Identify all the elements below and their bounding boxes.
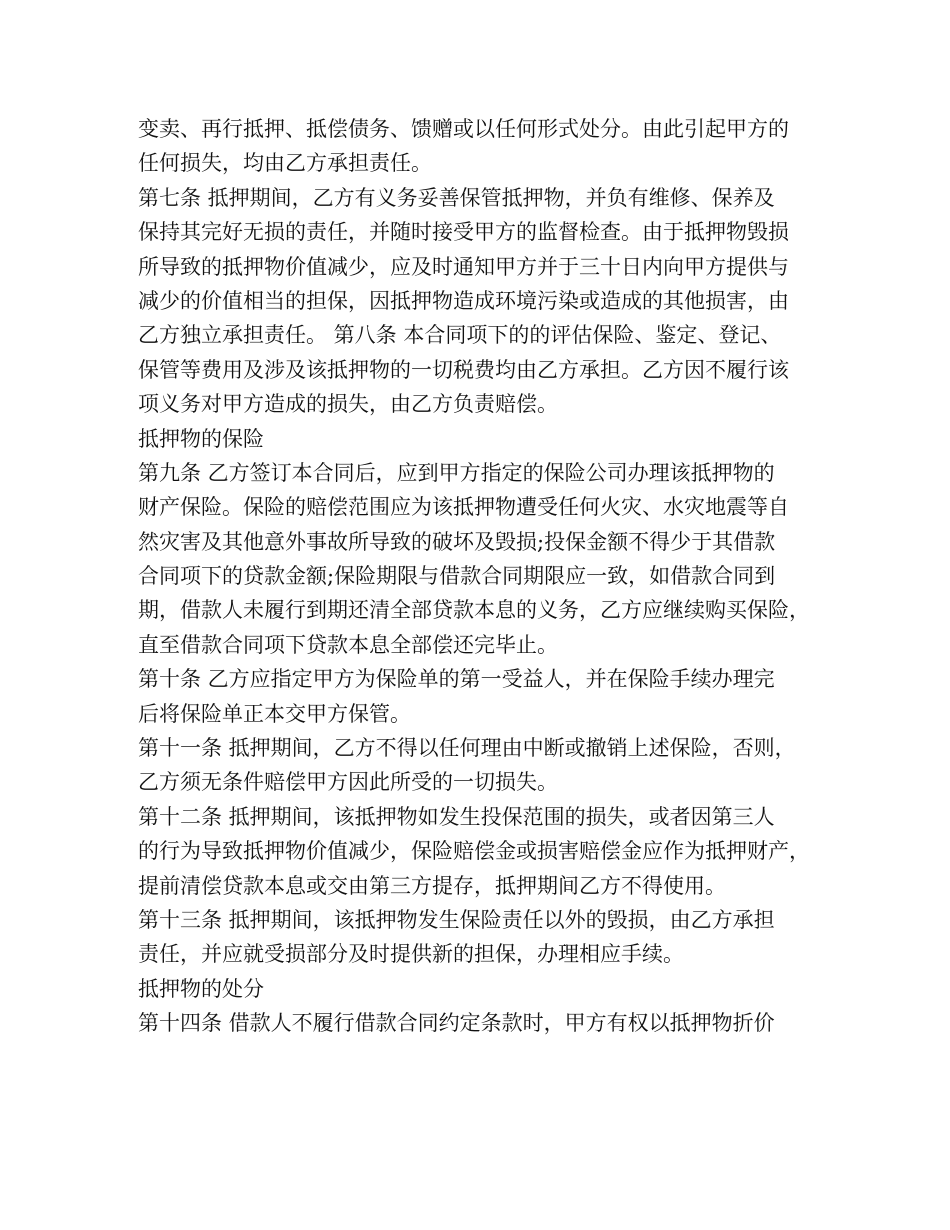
text-line: 变卖、再行抵押、抵偿债务、馈赠或以任何形式处分。由此引起甲方的 bbox=[138, 117, 789, 141]
text-line: 减少的价值相当的担保，因抵押物造成环境污染或造成的其他损害，由 bbox=[138, 288, 789, 313]
text-line: 项义务对甲方造成的损失，由乙方负责赔偿。 bbox=[138, 392, 558, 417]
text-line: 任何损失，均由乙方承担责任。 bbox=[138, 151, 432, 176]
text-line: 合同项下的贷款金额;保险期限与借款合同期限应一致，如借款合同到 bbox=[138, 564, 776, 589]
text-line: 提前清偿贷款本息或交由第三方提存，抵押期间乙方不得使用。 bbox=[138, 873, 726, 898]
text-line: 财产保险。保险的赔偿范围应为该抵押物遭受任何火灾、水灾地震等自 bbox=[138, 495, 789, 520]
text-line: 责任，并应就受损部分及时提供新的担保，办理相应手续。 bbox=[138, 942, 684, 967]
text-line: 保持其完好无损的责任，并随时接受甲方的监督检查。由于抵押物毁损 bbox=[138, 220, 789, 245]
text-line: 第九条 乙方签订本合同后，应到甲方指定的保险公司办理该抵押物的 bbox=[138, 460, 775, 485]
text-line: 第十三条 抵押期间，该抵押物发生保险责任以外的毁损，由乙方承担 bbox=[138, 907, 775, 932]
document-page bbox=[138, 112, 828, 1041]
text-line: 保管等费用及涉及该抵押物的一切税费均由乙方承担。乙方因不履行该 bbox=[138, 357, 789, 382]
text-line: 第十四条 借款人不履行借款合同约定条款时，甲方有权以抵押物折价 bbox=[138, 1011, 775, 1036]
text-line: 第十一条 抵押期间，乙方不得以任何理由中断或撤销上述保险，否则， bbox=[138, 736, 796, 761]
text-line: 第十二条 抵押期间，该抵押物如发生投保范围的损失，或者因第三人 bbox=[138, 804, 775, 829]
text-line: 乙方独立承担责任。 第八条 本合同项下的的评估保险、鉴定、登记、 bbox=[138, 323, 782, 348]
text-line: 期，借款人未履行到期还清全部贷款本息的义务，乙方应继续购买保险， bbox=[138, 598, 810, 623]
text-line: 第十条 乙方应指定甲方为保险单的第一受益人，并在保险手续办理完 bbox=[138, 667, 775, 692]
text-line: 后将保险单正本交甲方保管。 bbox=[138, 701, 411, 726]
text-line: 第七条 抵押期间，乙方有义务妥善保管抵押物，并负有维修、保养及 bbox=[138, 185, 775, 210]
text-line: 然灾害及其他意外事故所导致的破坏及毁损;投保金额不得少于其借款 bbox=[138, 529, 776, 554]
text-line: 直至借款合同项下贷款本息全部偿还完毕止。 bbox=[138, 632, 558, 657]
text-line: 乙方须无条件赔偿甲方因此所受的一切损失。 bbox=[138, 770, 558, 795]
section-heading: 抵押物的处分 bbox=[138, 976, 264, 1001]
text-line: 的行为导致抵押物价值减少，保险赔偿金或损害赔偿金应作为抵押财产， bbox=[138, 839, 810, 864]
section-heading: 抵押物的保险 bbox=[138, 426, 264, 451]
text-line: 所导致的抵押物价值减少，应及时通知甲方并于三十日内向甲方提供与 bbox=[138, 254, 789, 279]
